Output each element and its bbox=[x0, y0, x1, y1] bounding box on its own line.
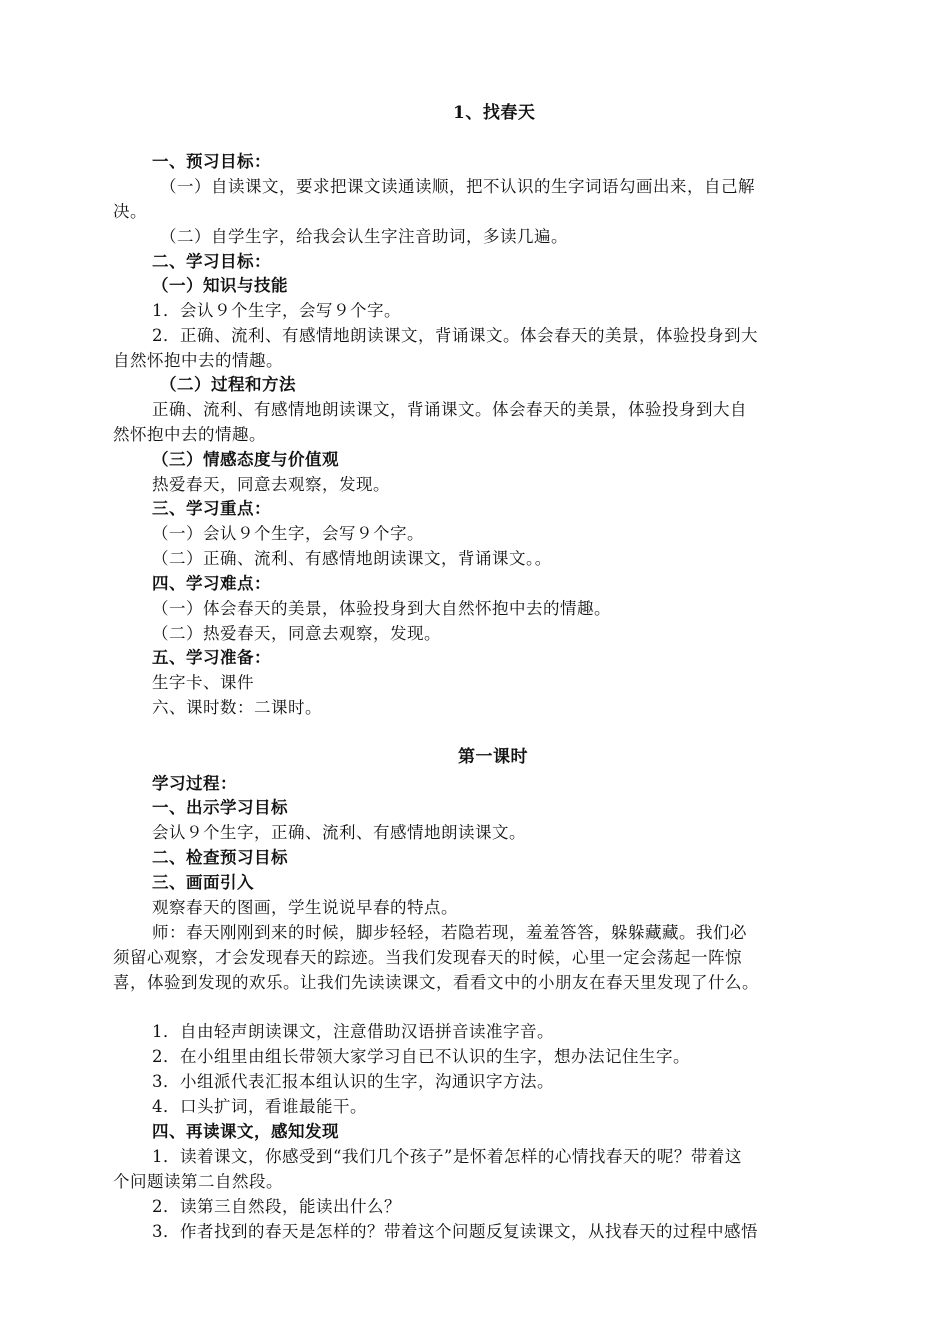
section-heading: 三、学习重点： bbox=[152, 499, 271, 518]
text-line: 正确、流利、有感情地朗读课文，背诵课文。体会春天的美景，体验投身到大自 bbox=[152, 400, 747, 419]
text-line: 须留心观察，才会发现春天的踪迹。当我们发现春天的时候，心里一定会荡起一阵惊 bbox=[113, 948, 742, 967]
text-line: 观察春天的图画，学生说说早春的特点。 bbox=[152, 898, 458, 917]
section-heading: 四、学习难点： bbox=[152, 574, 271, 593]
text-line: 3．小组派代表汇报本组认识的生字，沟通识字方法。 bbox=[152, 1072, 554, 1091]
text-line: （二）热爱春天，同意去观察，发现。 bbox=[152, 624, 441, 643]
section-heading: 二、学习目标： bbox=[152, 252, 271, 271]
subsection-heading: （一）知识与技能 bbox=[152, 276, 288, 295]
text-line: 4．口头扩词，看谁最能干。 bbox=[152, 1097, 367, 1116]
text-line: （二）自学生字，给我会认生字注音助词，多读几遍。 bbox=[160, 227, 568, 246]
text-line: 1．会认９个生字，会写９个字。 bbox=[152, 301, 401, 320]
text-line: 师：春天刚刚到来的时候，脚步轻轻，若隐若现，羞羞答答，躲躲藏藏。我们必 bbox=[152, 923, 747, 942]
text-line: 生字卡、课件 bbox=[152, 673, 254, 692]
text-line: 自然怀抱中去的情趣。 bbox=[113, 351, 283, 370]
subsection-heading: （二）过程和方法 bbox=[160, 375, 296, 394]
text-line: 2．在小组里由组长带领大家学习自已不认识的生字，想办法记住生字。 bbox=[152, 1047, 690, 1066]
section-heading: 四、再读课文，感知发现 bbox=[152, 1122, 339, 1141]
text-line: 喜，体验到发现的欢乐。让我们先读读课文，看看文中的小朋友在春天里发现了什么。 bbox=[113, 973, 759, 992]
text-line: 3．作者找到的春天是怎样的？带着这个问题反复读课文，从找春天的过程中感悟 bbox=[152, 1222, 758, 1241]
text-line: 2．正确、流利、有感情地朗读课文，背诵课文。体会春天的美景，体验投身到大 bbox=[152, 326, 758, 345]
text-line: 六、课时数：二课时。 bbox=[152, 698, 322, 717]
period-title: 第一课时 bbox=[458, 747, 528, 767]
subsection-heading: （三）情感态度与价值观 bbox=[152, 450, 339, 469]
text-line: （二）正确、流利、有感情地朗读课文，背诵课文。。 bbox=[152, 549, 552, 568]
section-heading: 二、检查预习目标 bbox=[152, 848, 288, 867]
text-line: 1．读着课文，你感受到“我们几个孩子”是怀着怎样的心情找春天的呢？带着这 bbox=[152, 1147, 742, 1166]
text-line: （一）体会春天的美景，体验投身到大自然怀抱中去的情趣。 bbox=[152, 599, 611, 618]
text-line: （一）会认９个生字，会写９个字。 bbox=[152, 524, 424, 543]
section-heading: 学习过程： bbox=[152, 774, 237, 793]
text-line: 1．自由轻声朗读课文，注意借助汉语拼音读准字音。 bbox=[152, 1022, 554, 1041]
text-line: （一）自读课文，要求把课文读通读顺，把不认识的生字词语勾画出来，自己解 bbox=[160, 177, 755, 196]
text-line: 热爱春天，同意去观察，发现。 bbox=[152, 475, 390, 494]
section-heading: 五、学习准备： bbox=[152, 648, 271, 667]
text-line: 决。 bbox=[113, 202, 147, 221]
section-heading: 一、出示学习目标 bbox=[152, 798, 288, 817]
section-heading: 一、预习目标： bbox=[152, 152, 271, 171]
lesson-title: 1、找春天 bbox=[453, 103, 536, 123]
text-line: 2．读第三自然段，能读出什么？ bbox=[152, 1197, 401, 1216]
text-line: 然怀抱中去的情趣。 bbox=[113, 425, 266, 444]
text-line: 个问题读第二自然段。 bbox=[113, 1172, 283, 1191]
section-heading: 三、画面引入 bbox=[152, 873, 254, 892]
text-line: 会认９个生字，正确、流利、有感情地朗读课文。 bbox=[152, 823, 526, 842]
